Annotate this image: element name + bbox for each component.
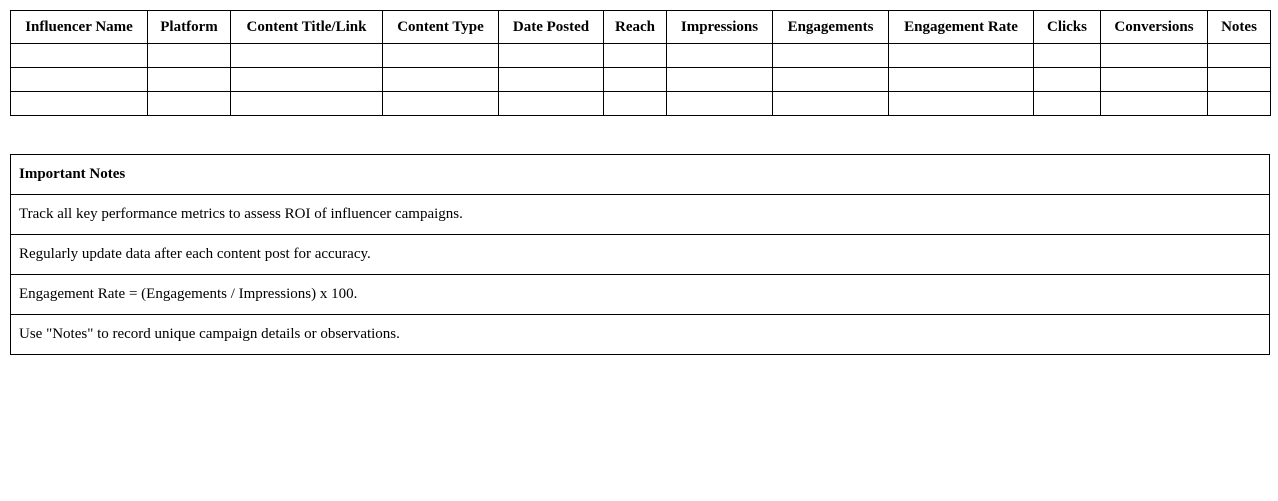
table-spacer bbox=[10, 116, 1270, 154]
important-notes-table bbox=[10, 154, 1270, 355]
column-header-reach: Reach bbox=[604, 11, 667, 44]
column-header-content-title-link: Content Title/Link bbox=[231, 11, 383, 44]
column-header-date-posted: Date Posted bbox=[499, 11, 604, 44]
cell-date-posted[interactable] bbox=[499, 92, 604, 116]
cell-content-type[interactable] bbox=[383, 44, 499, 68]
column-header-content-type: Content Type bbox=[383, 11, 499, 44]
list-item bbox=[11, 315, 1270, 355]
cell-influencer-name[interactable] bbox=[11, 68, 148, 92]
notes-header-row bbox=[11, 155, 1270, 195]
table-header-row bbox=[11, 11, 1271, 44]
notes-table-header: Important Notes bbox=[11, 155, 1270, 195]
table-row[interactable] bbox=[11, 68, 1271, 92]
column-header-engagement-rate: Engagement Rate bbox=[889, 11, 1034, 44]
cell-clicks[interactable] bbox=[1034, 92, 1101, 116]
cell-engagements[interactable] bbox=[773, 68, 889, 92]
cell-engagement-rate[interactable] bbox=[889, 44, 1034, 68]
cell-notes[interactable] bbox=[1208, 92, 1271, 116]
cell-impressions[interactable] bbox=[667, 68, 773, 92]
cell-notes[interactable] bbox=[1208, 44, 1271, 68]
column-header-influencer-name: Influencer Name bbox=[11, 11, 148, 44]
column-header-conversions: Conversions bbox=[1101, 11, 1208, 44]
cell-engagement-rate[interactable] bbox=[889, 92, 1034, 116]
note-text: Engagement Rate = (Engagements / Impressions) x 100. bbox=[11, 275, 1270, 315]
table-row[interactable] bbox=[11, 92, 1271, 116]
cell-reach[interactable] bbox=[604, 92, 667, 116]
cell-conversions[interactable] bbox=[1101, 68, 1208, 92]
list-item bbox=[11, 275, 1270, 315]
cell-content-type[interactable] bbox=[383, 68, 499, 92]
cell-platform[interactable] bbox=[148, 92, 231, 116]
cell-content-title-link[interactable] bbox=[231, 44, 383, 68]
cell-reach[interactable] bbox=[604, 68, 667, 92]
cell-conversions[interactable] bbox=[1101, 92, 1208, 116]
note-text: Use "Notes" to record unique campaign details or observations. bbox=[11, 315, 1270, 355]
cell-content-title-link[interactable] bbox=[231, 68, 383, 92]
column-header-platform: Platform bbox=[148, 11, 231, 44]
cell-reach[interactable] bbox=[604, 44, 667, 68]
cell-date-posted[interactable] bbox=[499, 44, 604, 68]
column-header-engagements: Engagements bbox=[773, 11, 889, 44]
cell-influencer-name[interactable] bbox=[11, 44, 148, 68]
cell-engagement-rate[interactable] bbox=[889, 68, 1034, 92]
note-text: Regularly update data after each content post for accuracy. bbox=[11, 235, 1270, 275]
list-item bbox=[11, 195, 1270, 235]
cell-content-type[interactable] bbox=[383, 92, 499, 116]
cell-conversions[interactable] bbox=[1101, 44, 1208, 68]
influencer-metrics-table bbox=[10, 10, 1271, 116]
table-row[interactable] bbox=[11, 44, 1271, 68]
column-header-clicks: Clicks bbox=[1034, 11, 1101, 44]
cell-clicks[interactable] bbox=[1034, 68, 1101, 92]
cell-date-posted[interactable] bbox=[499, 68, 604, 92]
cell-impressions[interactable] bbox=[667, 92, 773, 116]
cell-influencer-name[interactable] bbox=[11, 92, 148, 116]
cell-notes[interactable] bbox=[1208, 68, 1271, 92]
cell-engagements[interactable] bbox=[773, 44, 889, 68]
cell-content-title-link[interactable] bbox=[231, 92, 383, 116]
cell-engagements[interactable] bbox=[773, 92, 889, 116]
note-text: Track all key performance metrics to assess ROI of influencer campaigns. bbox=[11, 195, 1270, 235]
list-item bbox=[11, 235, 1270, 275]
cell-platform[interactable] bbox=[148, 44, 231, 68]
cell-impressions[interactable] bbox=[667, 44, 773, 68]
column-header-impressions: Impressions bbox=[667, 11, 773, 44]
cell-clicks[interactable] bbox=[1034, 44, 1101, 68]
column-header-notes: Notes bbox=[1208, 11, 1271, 44]
cell-platform[interactable] bbox=[148, 68, 231, 92]
